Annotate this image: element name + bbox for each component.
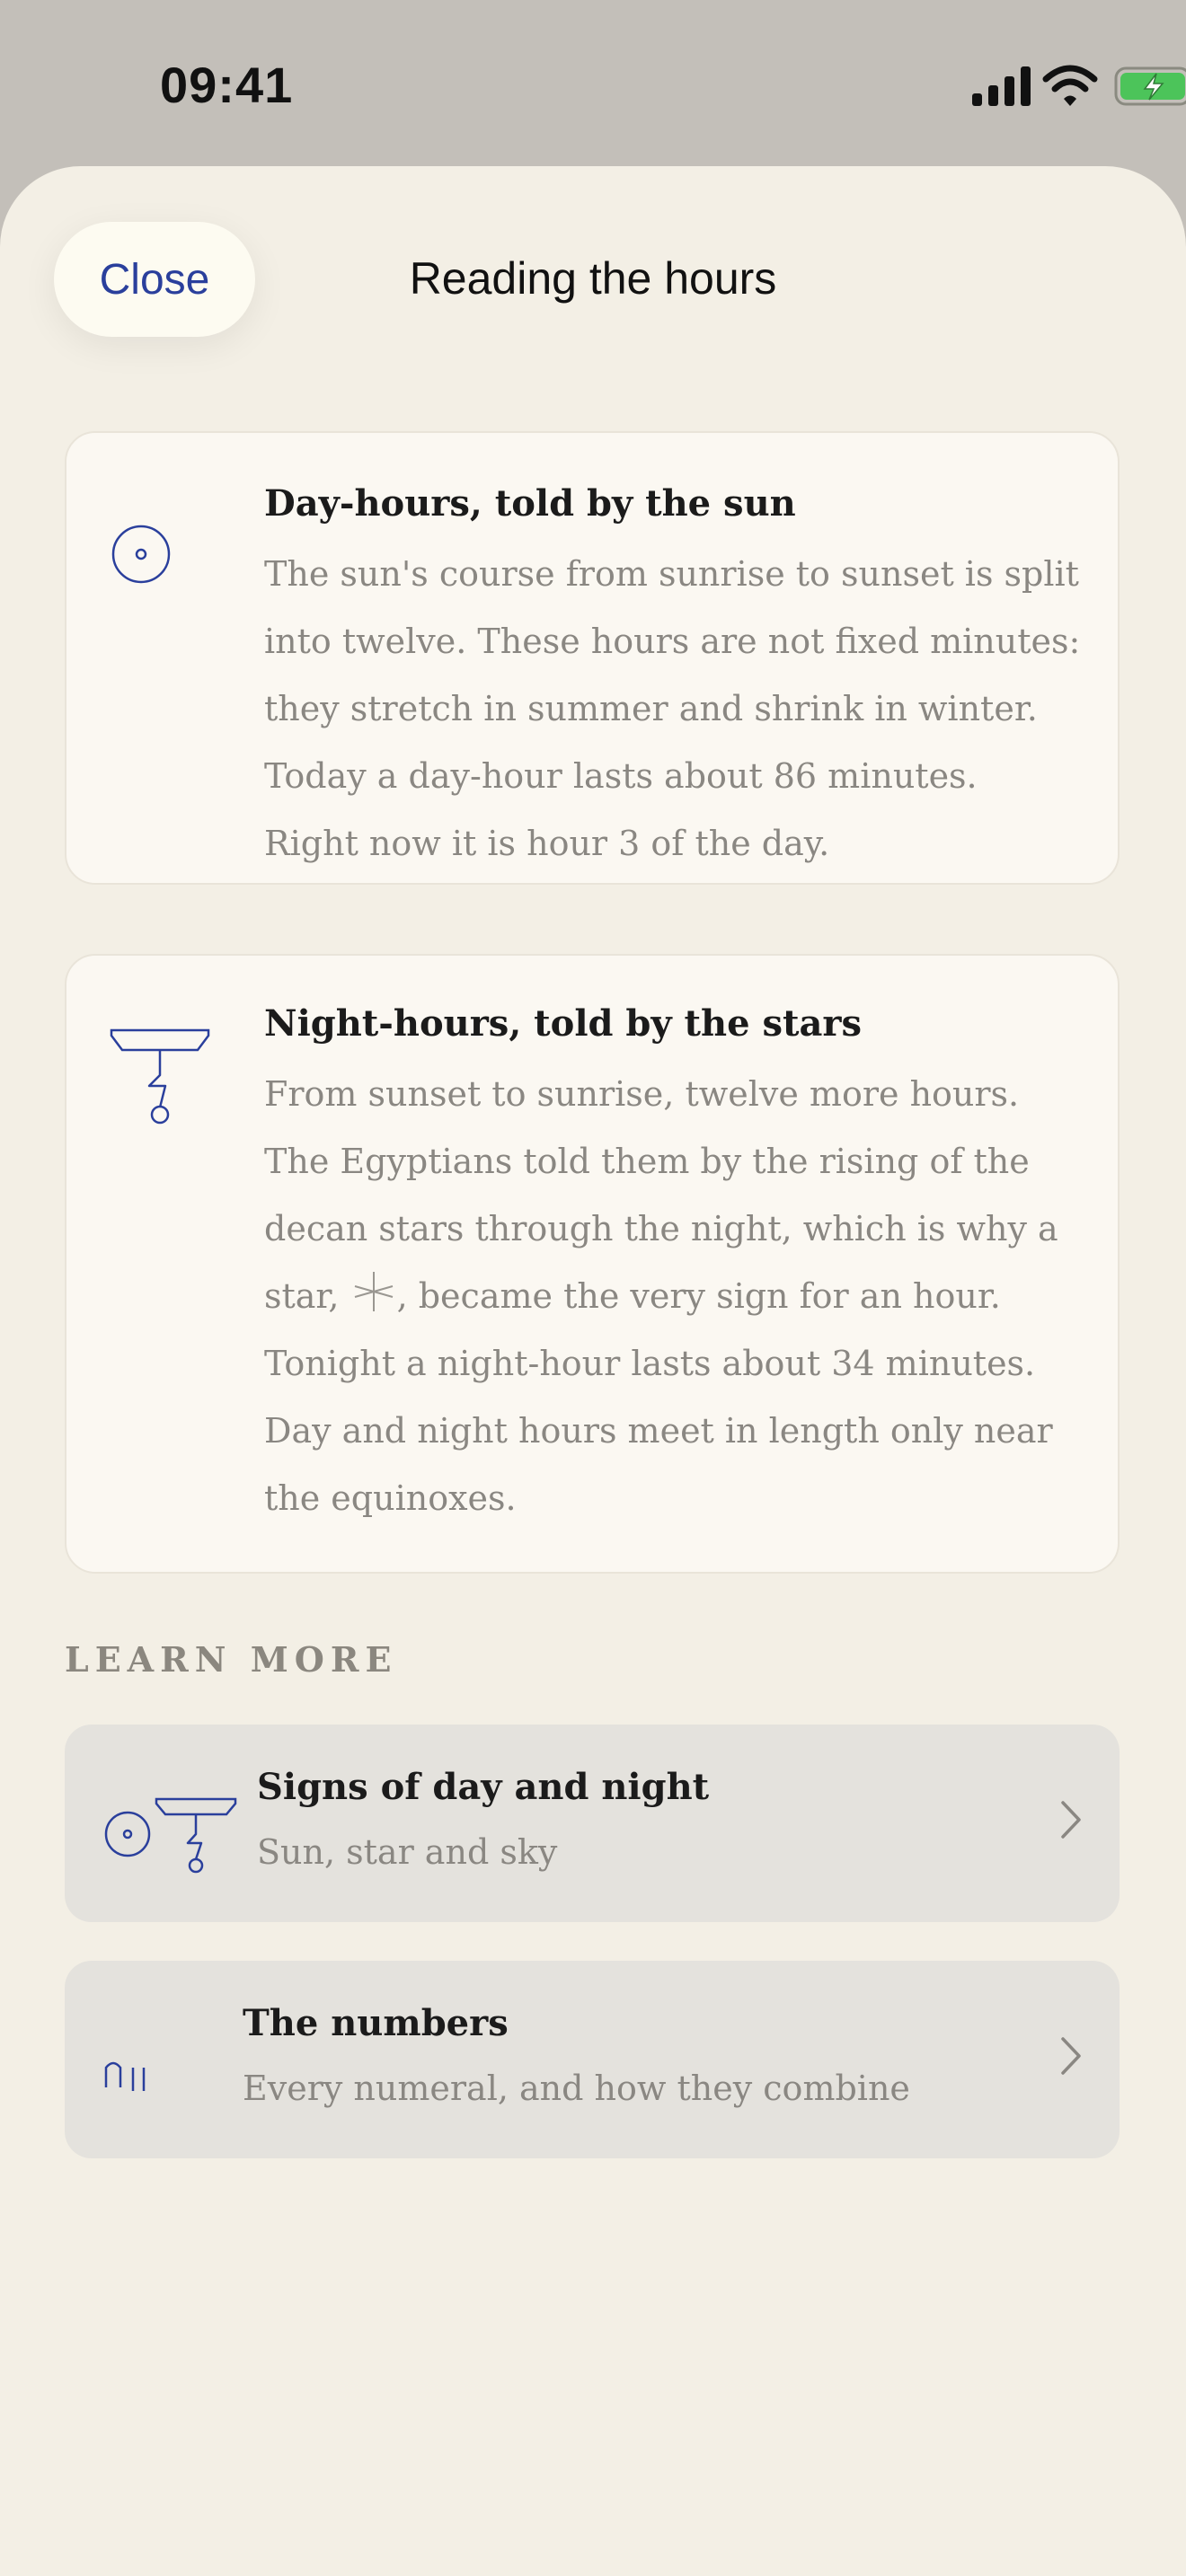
star-clock-icon (110, 1023, 210, 1131)
star-icon (350, 1268, 397, 1315)
row-title: Signs of day and night (257, 1766, 710, 1808)
learn-more-item-numbers[interactable] (65, 1961, 1120, 2158)
sun-and-star-icon (102, 1795, 237, 1875)
row-title: The numbers (243, 2002, 509, 2044)
card-title: Night-hours, told by the stars (264, 1002, 862, 1045)
numerals-icon (102, 2055, 156, 2100)
modal-sheet (0, 166, 1186, 2576)
day-hours-card (65, 431, 1120, 885)
sun-disc-icon (110, 523, 173, 586)
battery-charging-icon (1114, 65, 1186, 108)
wifi-icon (1042, 65, 1098, 108)
card-body (264, 1061, 1082, 1532)
signal-icon (970, 65, 1033, 108)
status-bar (0, 0, 1186, 171)
learn-more-item-signs[interactable] (65, 1725, 1120, 1922)
card-body-part: , became the very sign for an hour. Tonight a night-hour lasts about 34 minutes. Day and night hours meet in length only near the equinoxes. (264, 1276, 1053, 1518)
chevron-right-icon (1060, 1800, 1082, 1839)
card-title: Day-hours, told by the sun (264, 482, 796, 525)
section-label: LEARN MORE (65, 1639, 398, 1680)
close-button[interactable]: Close (54, 222, 255, 337)
night-hours-card (65, 954, 1120, 1574)
status-time: 09:41 (160, 57, 294, 113)
sheet-title: Reading the hours (409, 253, 777, 304)
row-subtitle: Every numeral, and how they combine (243, 2069, 910, 2108)
card-body-part: From sunset to sunrise, twelve more hours. The Egyptians told them by the rising of the decan stars through the night, which is why a star, (264, 1074, 1058, 1316)
chevron-right-icon (1060, 2036, 1082, 2076)
card-body: The sun's course from sunrise to sunset is split into twelve. These hours are not fixed minutes: they stretch in summer and shrink in winter. Today a day-hour lasts about 86 minutes. Right now it is hour 3 of the day. (264, 554, 1081, 863)
row-subtitle: Sun, star and sky (257, 1832, 558, 1872)
